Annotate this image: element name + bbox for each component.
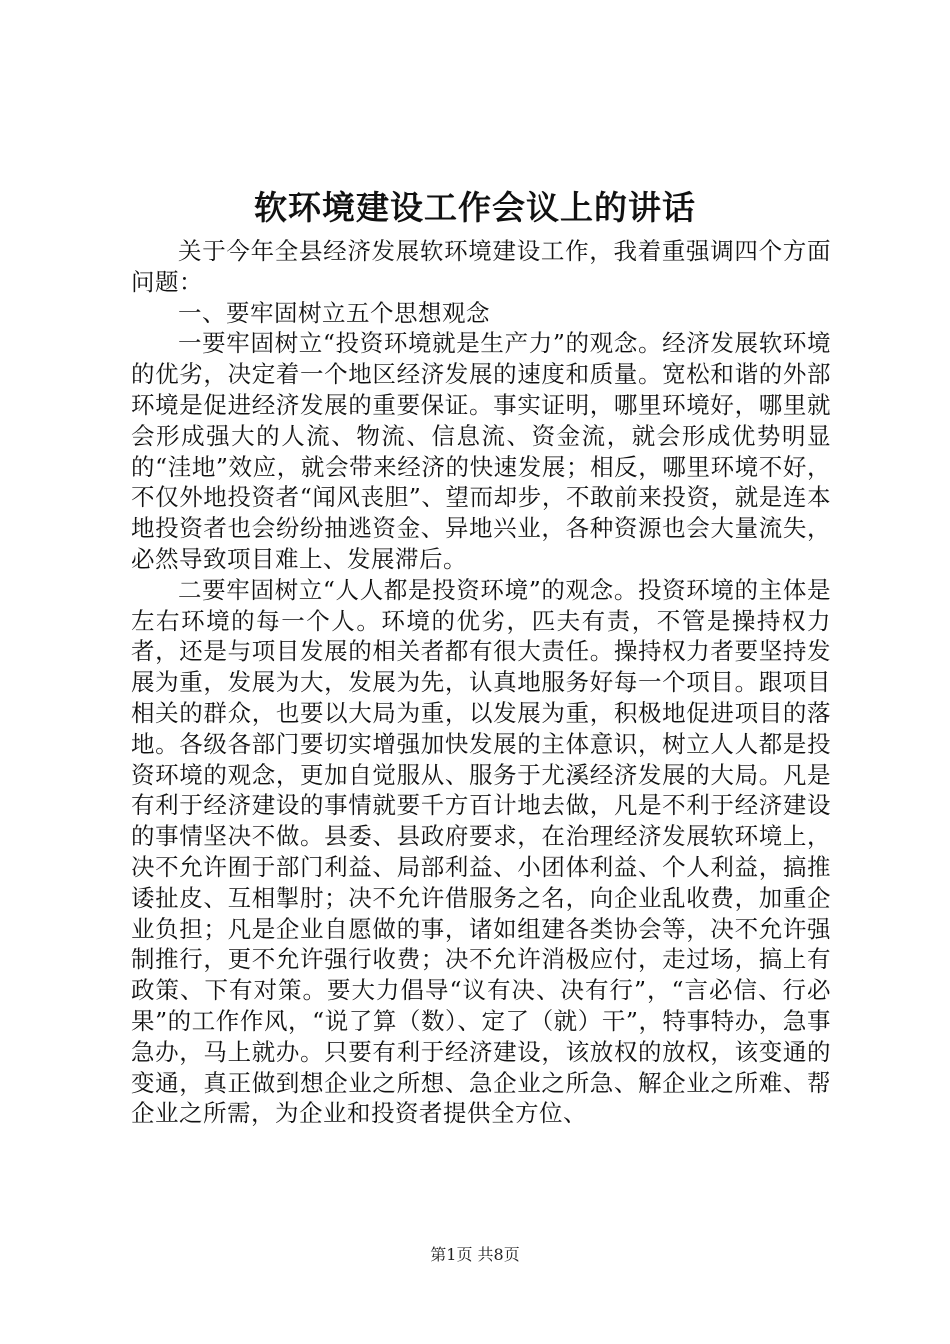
paragraph-point-2: 二要牢固树立“人人都是投资环境”的观念。投资环境的主体是左右环境的每一个人。环境的优劣，匹夫有责，不管是操持权力者，还是与项目发展的相关者都有很大责任。操持权力者要坚持发展为重，发展为大，发展为先，认真地服务好每一个项目。跟项目相关的群众，也要以大局为重，以发展为重，积极地促进项目的落地。各级各部门要切实增强加快发展的主体意识，树立人人都是投资环境的观念，更加自觉服从、服务于尤溪经济发展的大局。凡是有利于经济建设的事情就要千方百计地去做，凡是不利于经济建设的事情坚决不做。县委、县政府要求，在治理经济发展软环境上，决不允许囿于部门利益、局部利益、小团体利益、个人利益，搞推诿扯皮、互相掣肘；决不允许借服务之名，向企业乱收费，加重企业负担；凡是企业自愿做的事，诸如组建各类协会等，决不允许强制推行，更不允许强行收费；决不允许消极应付，走过场，搞上有政策、下有对策。要大力倡导“议有决、决有行”，“言必信、行必果”的工作作风，“说了算（数）、定了（就）干”，特事特办，急事急办，马上就办。只要有利于经济建设，该放权的放权，该变通的变通，真正做到想企业之所想、急企业之所急、解企业之所难、帮企业之所需，为企业和投资者提供全方位、 [131,575,831,1128]
document-title: 软环境建设工作会议上的讲话 [254,188,696,227]
section-heading-1: 一、要牢固树立五个思想观念 [178,298,490,327]
paragraph-point-1: 一要牢固树立“投资环境就是生产力”的观念。经济发展软环境的优劣，决定着一个地区经济发展的速度和质量。宽松和谐的外部环境是促进经济发展的重要保证。事实证明，哪里环境好，哪里就会形成强大的人流、物流、信息流、资金流，就会形成优势明显的“洼地”效应，就会带来经济的快速发展；相反，哪里环境不好，不仅外地投资者“闻风丧胆”、望而却步，不敢前来投资，就是连本地投资者也会纷纷抽逃资金、异地兴业，各种资源也会大量流失，必然导致项目难上、发展滞后。 [131,329,831,573]
page-number: 第1页 共8页 [430,1245,520,1264]
paragraph-intro: 关于今年全县经济发展软环境建设工作，我着重强调四个方面问题： [131,237,831,296]
document-body [131,236,831,1129]
